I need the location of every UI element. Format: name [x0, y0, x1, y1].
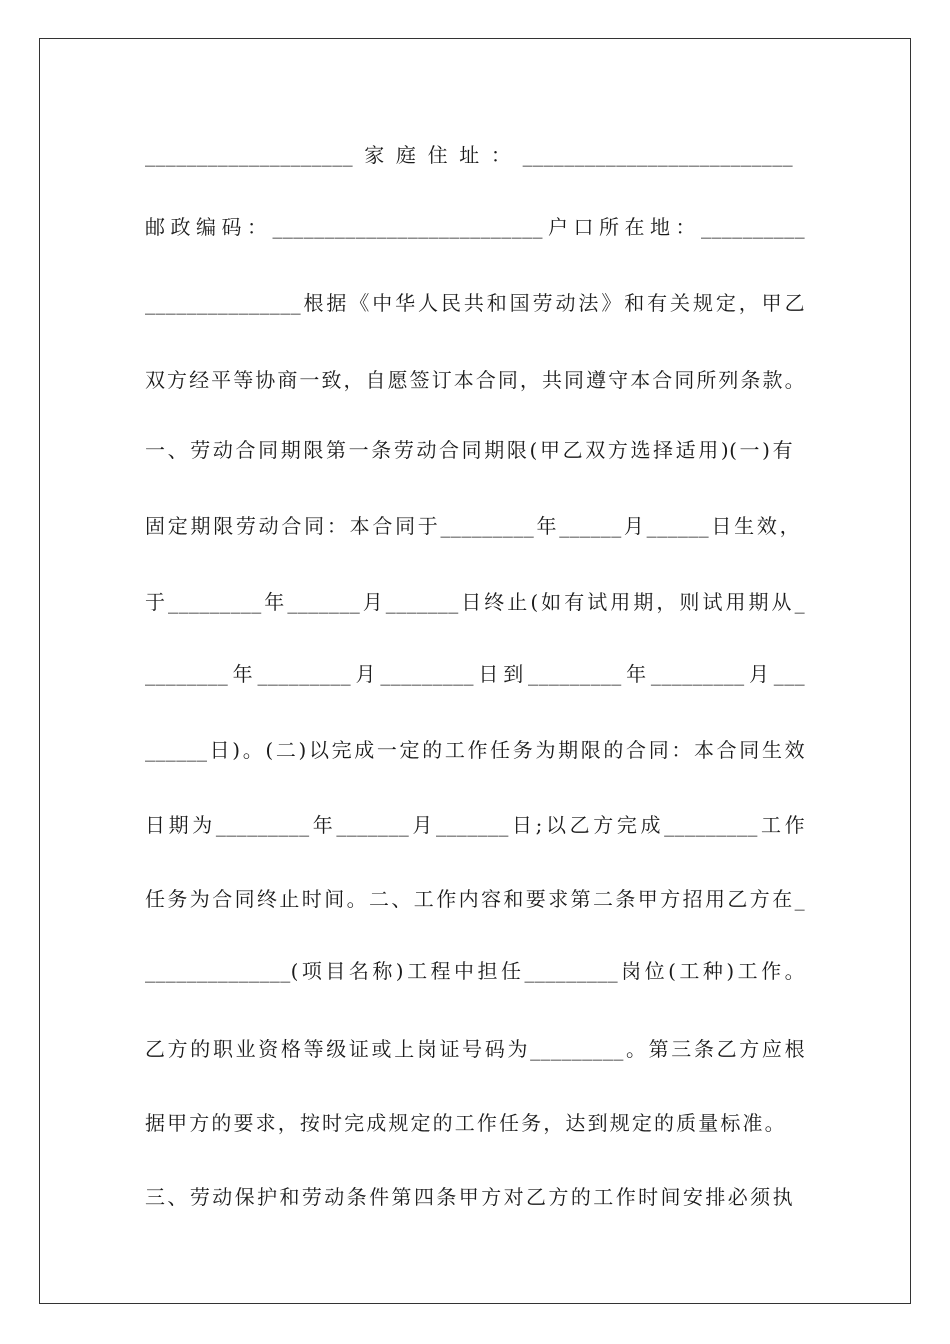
text-line-4: 双方经平等协商一致，自愿签订本合同，共同遵守本合同所列条款。 — [145, 368, 805, 392]
text-line-6: 固定期限劳动合同：本合同于_________年______月______日生效， — [145, 514, 800, 538]
text-line-9: ______日)。(二)以完成一定的工作任务为期限的合同：本合同生效 — [145, 738, 805, 762]
text-line-2: 邮政编码：__________________________户口所在地：__________ — [145, 215, 805, 239]
text-line-12: ______________(项目名称)工程中担任_________岗位(工种)工作。 — [145, 959, 805, 983]
text-line-5: 一、劳动合同期限第一条劳动合同期限(甲乙双方选择适用)(一)有 — [145, 438, 793, 462]
text-line-15: 三、劳动保护和劳动条件第四条甲方对乙方的工作时间安排必须执 — [145, 1185, 793, 1209]
text-line-13: 乙方的职业资格等级证或上岗证号码为_________。第三条乙方应根 — [145, 1037, 805, 1061]
text-line-11: 任务为合同终止时间。二、工作内容和要求第二条甲方招用乙方在_ — [145, 887, 805, 911]
text-line-3: _______________根据《中华人民共和国劳动法》和有关规定，甲乙 — [145, 291, 805, 315]
text-line-7: 于_________年_______月_______日终止(如有试用期，则试用期从_ — [145, 590, 805, 614]
text-line-14: 据甲方的要求，按时完成规定的工作任务，达到规定的质量标准。 — [145, 1111, 785, 1135]
text-line-1: ____________________家庭住址：__________________________ — [145, 143, 793, 167]
text-line-10: 日期为_________年_______月_______日;以乙方完成_________工作 — [145, 813, 805, 837]
text-line-8: ________年_________月_________日到_________年_________月___ — [145, 662, 805, 686]
